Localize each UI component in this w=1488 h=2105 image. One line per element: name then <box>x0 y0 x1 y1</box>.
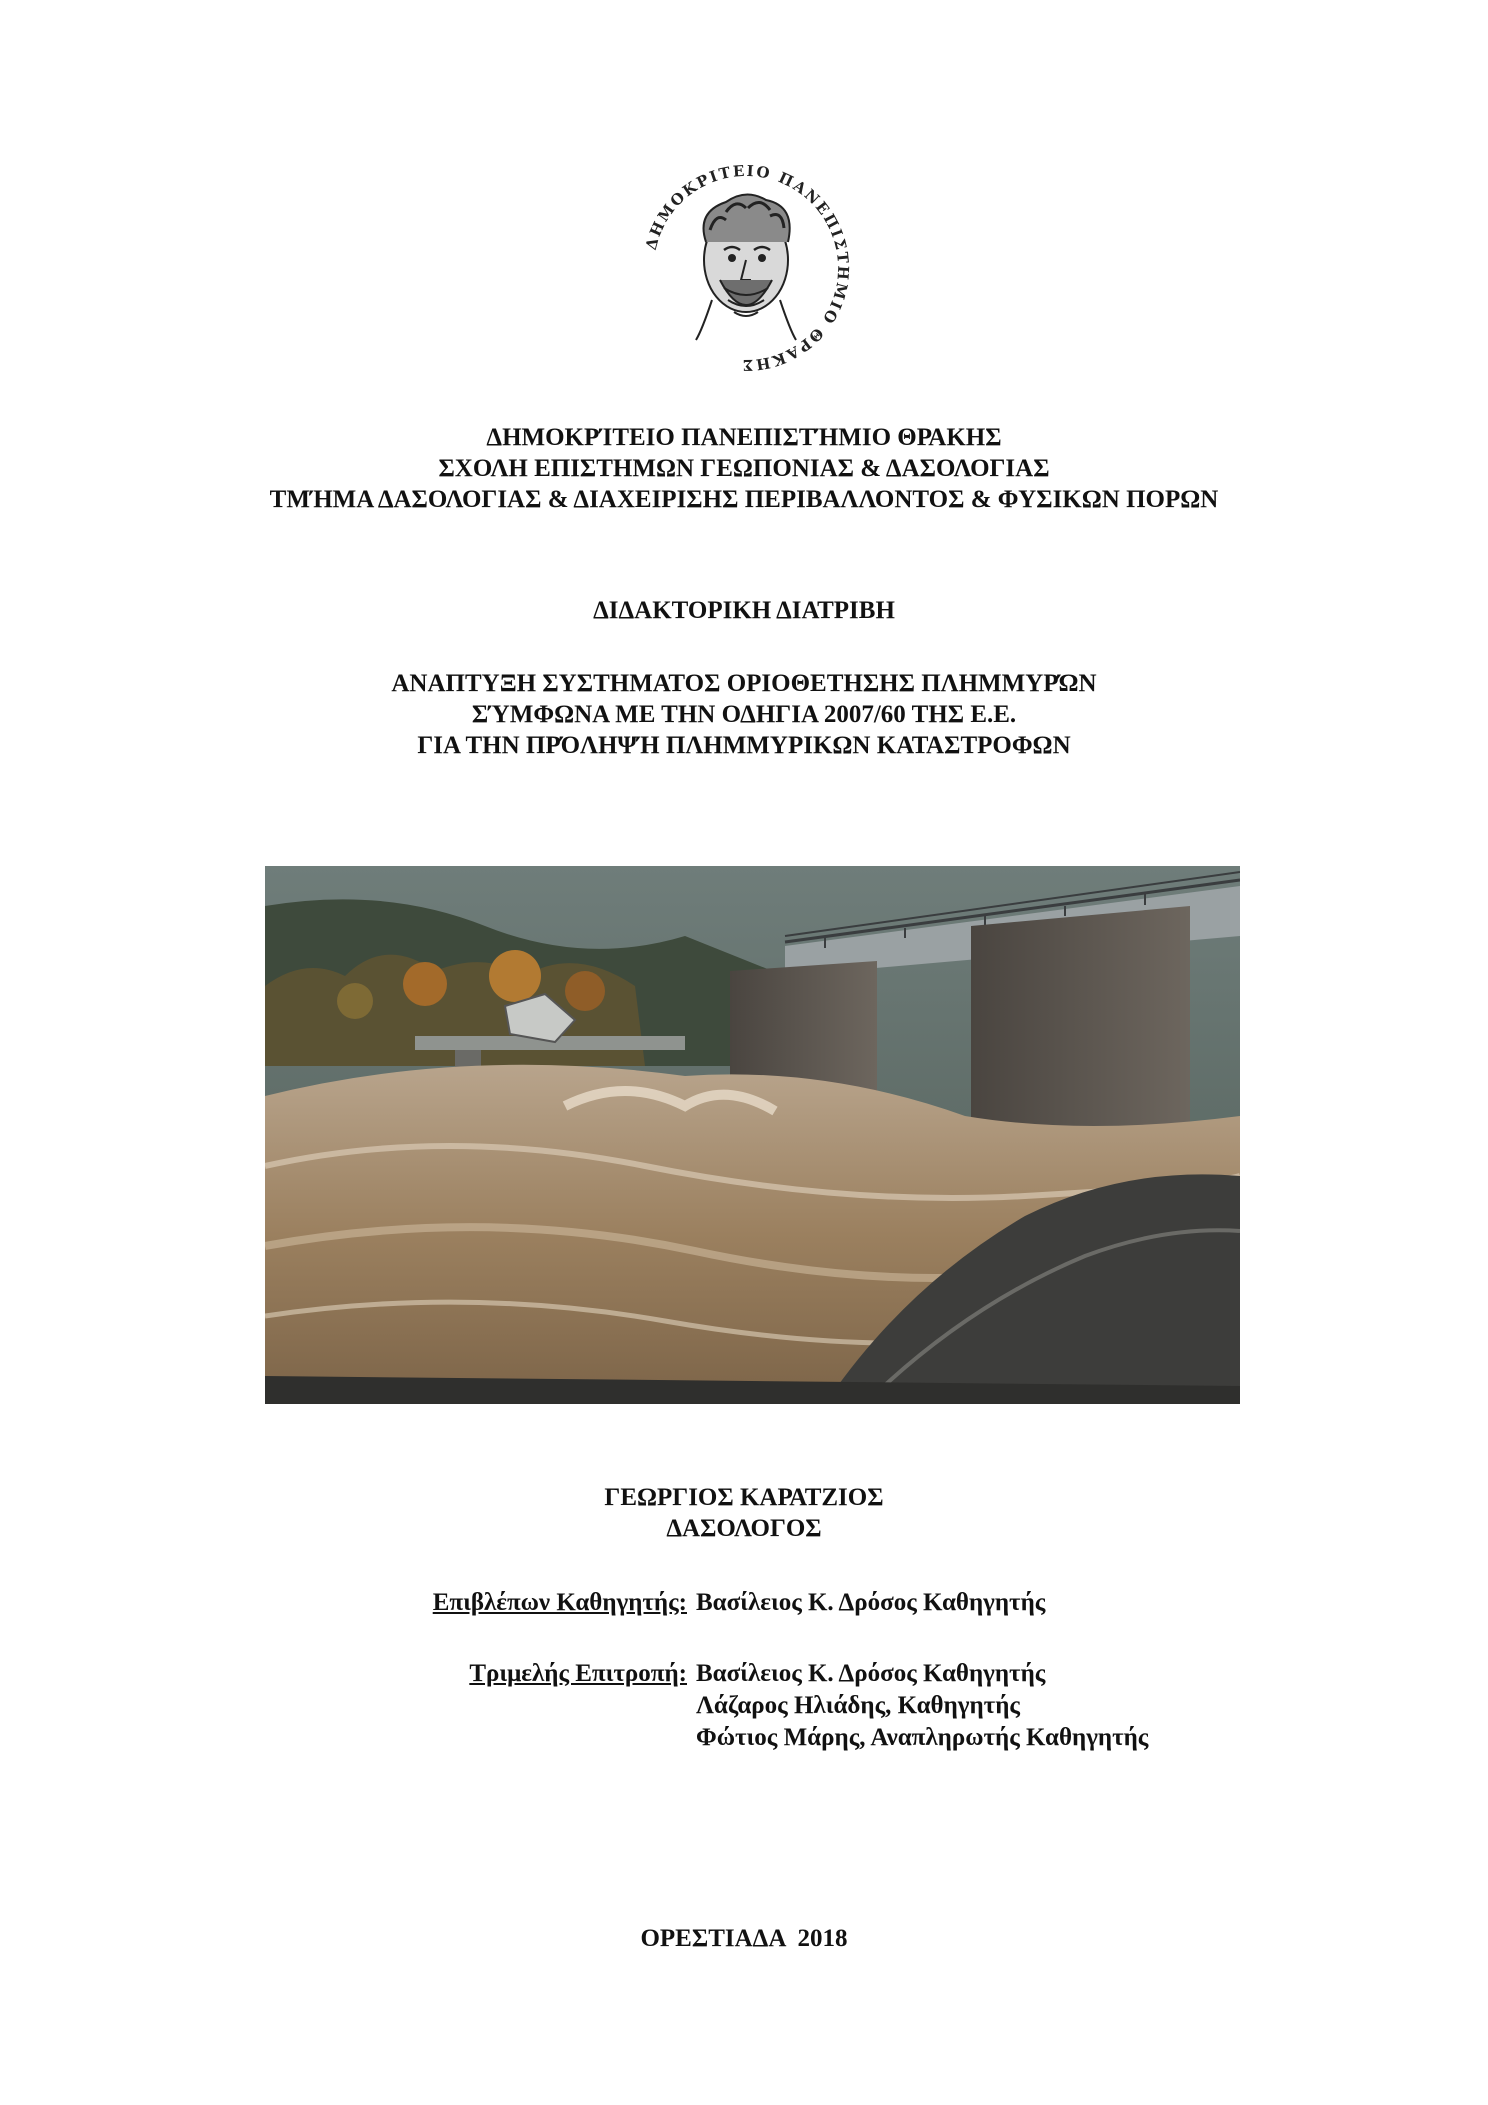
thesis-title-line: ΣΎΜΦΩΝΑ ΜΕ ΤΗΝ ΟΔΗΓΙΑ 2007/60 ΤΗΣ Ε.Ε. <box>471 701 1017 728</box>
democritus-portrait <box>696 194 796 340</box>
department-name: ΤΜΉΜΑ ΔΑΣΟΛΟΓΙΑΣ & ΔΙΑΧΕΙΡΙΣΗΣ ΠΕΡΙΒΑΛΛΟΝΤΟΣ & ΦΥΣΙΚΩΝ ΠΟΡΩΝ <box>269 486 1219 513</box>
place-year-label: ΟΡΕΣΤΙΑΔΑ 2018 <box>640 1925 848 1952</box>
university-name: ΔΗΜΟΚΡΊΤΕΙΟ ΠΑΝΕΠΙΣΤΉΜΙΟ ΘΡΑΚΗΣ <box>486 424 1002 451</box>
thesis-title <box>0 668 1488 761</box>
supervisor-name: Βασίλειος Κ. Δρόσος Καθηγητής <box>696 1589 1046 1616</box>
university-seal-icon <box>628 150 864 386</box>
committee-member: Φώτιος Μάρης, Αναπληρωτής Καθηγητής <box>696 1724 1149 1751</box>
place-year <box>0 1923 1488 1954</box>
thesis-title-line: ΓΙΑ ΤΗΝ ΠΡΌΛΗΨΉ ΠΛΗΜΜΥΡΙΚΩΝ ΚΑΤΑΣΤΡΟΦΩΝ <box>417 732 1071 759</box>
flood-photo <box>265 866 1240 1404</box>
supervisor-label: Επιβλέπων Καθηγητής: <box>432 1589 687 1616</box>
institution-heading <box>0 422 1488 515</box>
seal-ring-text: ΔΗΜΟΚΡΙΤΕΙΟ ΠΑΝΕΠΙΣΤΗΜΙΟ ΘΡΑΚΗΣ <box>641 161 853 375</box>
committee-label: Τριμελής Επιτροπή: <box>469 1660 687 1687</box>
author-name: ΓΕΩΡΓΙΟΣ ΚΑΡΑΤΖΙΟΣ <box>604 1484 884 1511</box>
committee-member: Βασίλειος Κ. Δρόσος Καθηγητής <box>696 1660 1046 1687</box>
thesis-title-line: ΑΝΑΠΤΥΞΗ ΣΥΣΤΗΜΑΤΟΣ ΟΡΙΟΘΕΤΗΣΗΣ ΠΛΗΜΜΥΡΏΝ <box>391 670 1097 697</box>
committee-member: Λάζαρος Ηλιάδης, Καθηγητής <box>696 1692 1020 1719</box>
thesis-type-label: ΔΙΔΑΚΤΟΡΙΚΗ ΔΙΑΤΡΙΒΗ <box>593 597 895 624</box>
thesis-type <box>0 595 1488 626</box>
author-block <box>0 1482 1488 1544</box>
author-profession: ΔΑΣΟΛΟΓΟΣ <box>666 1515 822 1542</box>
school-name: ΣΧΟΛΗ ΕΠΙΣΤΗΜΩΝ ΓΕΩΠΟΝΙΑΣ & ΔΑΣΟΛΟΓΙΑΣ <box>438 455 1050 482</box>
